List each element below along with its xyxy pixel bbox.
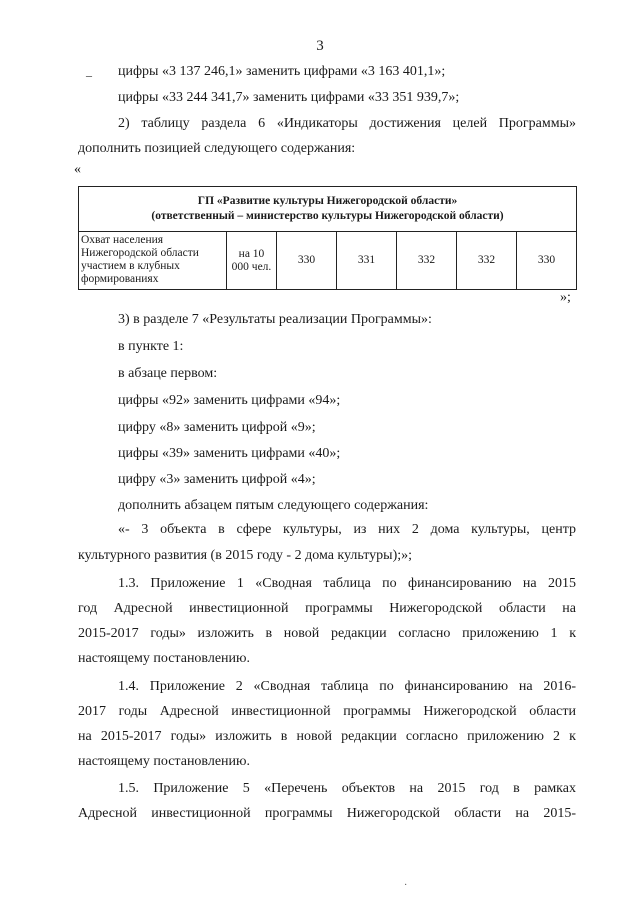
value-cell: 332 — [397, 232, 457, 290]
text-line: на 2015-2017 годы» изложить в новой редакции согласно приложению 2 к — [78, 729, 576, 744]
text-line: 2015-2017 годы» изложить в новой редакции согласно приложению 1 к — [78, 626, 576, 641]
indicator-cell: Охват населения Нижегородской области участием в клубных формированиях — [79, 232, 227, 290]
program-responsible: (ответственный – министерство культуры Нижегородской области) — [151, 210, 504, 222]
value-cell: 332 — [457, 232, 517, 290]
text-line: дополнить позицией следующего содержания: — [78, 141, 356, 156]
page-number: 3 — [316, 38, 324, 54]
text-line: культурного развития (в 2015 году - 2 дома культуры);»; — [78, 548, 413, 563]
close-quote: »; — [560, 290, 571, 305]
open-quote: « — [74, 162, 81, 177]
dash-mark: – — [86, 68, 92, 82]
text-line: цифру «8» заменить цифрой «9»; — [118, 420, 316, 435]
unit-cell: на 10 000 чел. — [227, 232, 277, 290]
value-cell: 330 — [517, 232, 577, 290]
indicator-table — [78, 186, 577, 290]
text-line: цифру «3» заменить цифрой «4»; — [118, 472, 316, 487]
program-title: ГП «Развитие культуры Нижегородской области» — [197, 195, 458, 207]
text-line: 2017 годы Адресной инвестиционной программы Нижегородской области — [78, 704, 576, 719]
text-line: 1.5. Приложение 5 «Перечень объектов на 2015 год в рамках — [118, 781, 576, 796]
text-line: в пункте 1: — [118, 339, 184, 354]
text-line: цифры «39» заменить цифрами «40»; — [118, 446, 341, 461]
text-line: «- 3 объекта в сфере культуры, из них 2 дома культуры, центр — [118, 522, 576, 537]
text-line: настоящему постановлению. — [78, 651, 250, 666]
text-line: год Адресной инвестиционной программы Нижегородской области на — [78, 601, 576, 616]
text-line: цифры «33 244 341,7» заменить цифрами «33 351 939,7»; — [118, 90, 460, 105]
value-cell: 330 — [277, 232, 337, 290]
text-line: в абзаце первом: — [118, 366, 218, 381]
text-line: 1.4. Приложение 2 «Сводная таблица по финансированию на 2016- — [118, 679, 576, 694]
text-line: цифры «3 137 246,1» заменить цифрами «3 163 401,1»; — [118, 64, 446, 79]
table-header — [79, 187, 577, 232]
table-header-row — [79, 187, 577, 232]
text-line: Адресной инвестиционной программы Нижегородской области на 2015- — [78, 806, 576, 821]
scan-speck: · — [404, 880, 408, 891]
value-cell: 331 — [337, 232, 397, 290]
text-line: дополнить абзацем пятым следующего содержания: — [118, 498, 429, 513]
text-line: 3) в разделе 7 «Результаты реализации Программы»: — [118, 312, 432, 327]
text-line: настоящему постановлению. — [78, 754, 250, 769]
text-line: 2) таблицу раздела 6 «Индикаторы достижения целей Программы» — [118, 116, 576, 131]
text-line: 1.3. Приложение 1 «Сводная таблица по финансированию на 2015 — [118, 576, 576, 591]
table-row — [79, 232, 577, 290]
text-line: цифры «92» заменить цифрами «94»; — [118, 393, 341, 408]
